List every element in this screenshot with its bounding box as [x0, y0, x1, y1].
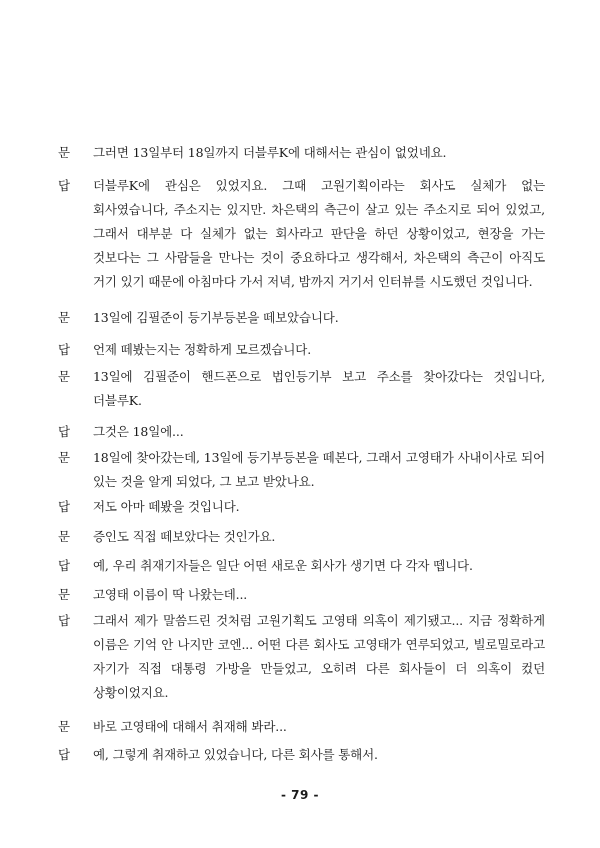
entry-text: 13일에 김필준이 등기부등본을 떼보았습니다.: [93, 310, 339, 325]
speaker-label: 문: [58, 719, 71, 734]
speaker-label: 문: [58, 145, 71, 160]
entry-text: 더블루K에 관심은 있었지요. 그때 고원기획이라는 회사도 실체가 없는 회사였습니다, 주소지는 있지만. 차은택의 측근이 살고 있는 주소지로 되어 있었고, 그래서 대부분 다 실체가 없는 회사라고 판단을 하던 상황이었고, 현장을 가는 것보다는 그 사람들을 만나는 것이 중요하다고 생각해서, 차은택의 측근이 아직도 거기 있기 때문에 아침마다 가서 저녁, 밤까지 거기서 인터뷰를 시도했던 것입니다.: [93, 178, 545, 289]
entry-text: 바로 고영태에 대해서 취재해 봐라...: [93, 719, 287, 734]
entry-text: 저도 아마 떼봤을 것입니다.: [93, 499, 240, 514]
entry-text: 그것은 18일에...: [93, 424, 184, 439]
speaker-label: 문: [58, 529, 71, 544]
speaker-label: 답: [58, 613, 71, 628]
entry-text: 13일에 김필준이 핸드폰으로 법인등기부 보고 주소를 찾아갔다는 것입니다, 더블루K.: [93, 369, 545, 408]
speaker-label: 답: [58, 747, 71, 762]
entry-text: 언제 떼봤는지는 정확하게 모르겠습니다.: [93, 342, 312, 357]
entry-text: 그러면 13일부터 18일까지 더블루K에 대해서는 관심이 없었네요.: [93, 145, 447, 160]
entry-text: 예, 그렇게 취재하고 있었습니다, 다른 회사를 통해서.: [93, 747, 378, 762]
entry-text: 그래서 제가 말씀드린 것처럼 고원기획도 고영태 의혹이 제기됐고... 지금 정확하게 이름은 기억 안 나지만 코엔... 어떤 다른 회사도 고영태가 연루되었고, 빌로밀로라고 자기가 직접 대통령 가방을 만들었고, 오히려 다른 회사들이 더 의혹이 컸던 상황이었지요.: [93, 613, 545, 700]
speaker-label: 답: [58, 499, 71, 514]
speaker-label: 답: [58, 424, 71, 439]
speaker-label: 문: [58, 450, 71, 465]
page-number: - 79 -: [280, 788, 319, 802]
speaker-label: 문: [58, 369, 71, 384]
speaker-label: 답: [58, 178, 71, 193]
speaker-label: 문: [58, 310, 71, 325]
speaker-label: 답: [58, 342, 71, 357]
entry-text: 고영태 이름이 딱 나왔는데...: [93, 587, 248, 602]
speaker-label: 문: [58, 587, 71, 602]
entry-text: 예, 우리 취재기자들은 일단 어떤 새로운 회사가 생기면 다 각자 뗍니다.: [93, 558, 473, 573]
entry-text: 18일에 찾아갔는데, 13일에 등기부등본을 떼본다, 그래서 고영태가 사내이사로 되어 있는 것을 알게 되었다, 그 보고 받았나요.: [93, 450, 545, 489]
speaker-label: 답: [58, 558, 71, 573]
entry-text: 증인도 직접 떼보았다는 것인가요.: [93, 529, 276, 544]
